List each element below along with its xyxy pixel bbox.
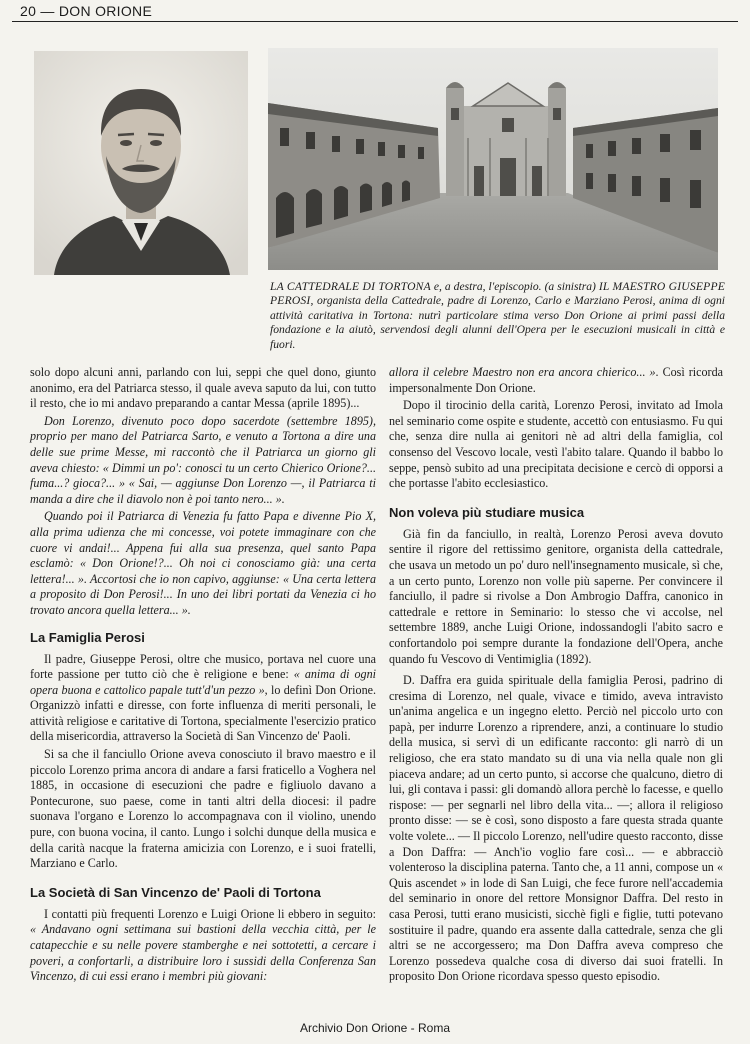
right-column bbox=[389, 365, 723, 987]
portrait-photo bbox=[34, 51, 248, 275]
quote: « Andavano ogni settimana sui bastioni della vecchia città, per le catapecchie e su nelle povere stamberghe e nei sottotetti, a cercare i poveri, a confortarli, a distribuire loro i sussidi della Conferenza San Vincenzo, di cui essi erano i membri più giovani: bbox=[30, 922, 376, 984]
header-rule bbox=[12, 21, 738, 22]
quote: « anima di ogni opera buona e cattolico papale tutt'd'un pezzo » bbox=[30, 667, 376, 697]
paragraph: Già fin da fanciullo, in realtà, Lorenzo Perosi aveva dovuto sentire il rigore del rettissimo genitore, organista della cattedrale, che usava un metodo un po' duro nell'insegnamento musicale, sì che, a un certo punto, Lorenzo non volle più saperne. Per convincere il fanciullo, il padre si rivolse a Don Ambrogio Daffra, canonico in cattedrale e rettore in Seminario: lo stesso che vi accolse, nel settembre 1889, anche Luigi Orione, indossandogli l'abito sacro e confortandolo poi sempre durante la fondazione dell'Opera, anche quando fu Vescovo di Ventimiglia (1892). bbox=[389, 526, 723, 666]
paragraph-text: . Così ricorda impersonalmente Don Orione. bbox=[389, 365, 723, 395]
paragraph bbox=[389, 365, 723, 396]
quote: allora il celebre Maestro non era ancora chierico... » bbox=[389, 365, 656, 379]
paragraph-text: , lo definì Don Orione. Organizzò infatti e diresse, con forte influenza di meriti personali, le attività religiose e caritative di Tortona, specialmente l'esercizio pratico della misericordia, attraverso la Società di San Vincenzo de' Paoli. bbox=[30, 682, 377, 744]
caption-subject-perosi: IL MAESTRO GIUSEPPE PEROSI bbox=[270, 280, 726, 308]
paragraph: Si sa che il fanciullo Orione aveva conosciuto il bravo maestro e il piccolo Lorenzo prima ancora di andare a farsi fraticello a Voghera nel 1885, in occasione di esecuzioni che padre e figliuolo davano a Pontecurone, suo paese, come in tanti altri della diocesi: il padre suonava l'organo e Lorenzo lo accompagnava con il violino, unendo pure, con buona vocina, il canto. Lungo i solchi dunque della musica e della carità nacque la fraterna amicizia con Lorenzo, e i suoi fratelli, Marziano e Carlo. bbox=[30, 747, 376, 871]
paragraph: solo dopo alcuni anni, parlando con lui, seppi che quel dono, giunto anonimo, era del Patriarca stesso, il quale aveva saputo da lui, con tutto il resto, che io mi andavo preparando a cantar Messa (aprile 1895)... bbox=[30, 365, 376, 411]
running-title: — DON ORIONE bbox=[40, 3, 153, 19]
page-number: 20 bbox=[20, 3, 37, 19]
running-header bbox=[20, 3, 152, 19]
paragraph: Quando poi il Patriarca di Venezia fu fatto Papa e divenne Pio X, alla prima udienza che mi concesse, voi potete immaginare con che cuore vi andai!... Appena fui alla sua presenza, quel santo Papa esclamò: « Don Orione!?... Oh noi ci conosciamo già: una certa lettera!... ». Accortosi che io non capivo, aggiunse: « Una certa lettera a proposito di Don Perosi!... In uno dei libri portati da Venezia ci ho trovato ancora quella lettera... ». bbox=[30, 509, 376, 617]
paragraph: Dopo il tirocinio della carità, Lorenzo Perosi, invitato ad Imola nel seminario come ospite e studente, accettò con entusiasmo. Fu qui che, senza dire nulla ai genitori nè ad altri della famiglia, col consenso del Vescovo locale, vestì l'abito talare. Quando il babbo lo seppe, pensò subito ad una precipitata decisione e cercò di opporsi a che portasse l'abito ecclesiastico. bbox=[389, 398, 723, 491]
portrait-photo-icon bbox=[34, 51, 248, 275]
caption-subject-cathedral: LA CATTEDRALE DI TORTONA bbox=[270, 280, 431, 293]
paragraph: Don Lorenzo, divenuto poco dopo sacerdote (settembre 1895), proprio per mano del Patriarca Sarto, e venuto a Tortona a dire una delle sue prime Messe, mi raccontò che il Patriarca un giorno gli aveva chiesto: « Dimmi un po': conosci tu un certo Chierico Orione?... fuma...? gioca?... » « Sai, — aggiunse Don Lorenzo —, il Patriarca ti manda a dire che il diavolo non è poi tanto nero... ». bbox=[30, 413, 376, 506]
cathedral-photo bbox=[268, 48, 718, 270]
photo-caption bbox=[270, 280, 725, 352]
paragraph-text: I contatti più frequenti Lorenzo e Luigi Orione li ebbero in seguito: bbox=[44, 906, 376, 921]
paragraph: D. Daffra era guida spirituale della famiglia Perosi, padrino di cresima di Lorenzo, nel quale, vivace e timido, aveva intravisto un'anima angelica e un ingegno eletto. Perciò nel piccolo urto con papà, per indurre Lorenzo a riprendere, anzi, a continuare lo studio della musica, si servì di un edificante racconto: gli narrò di un religioso, che era stato mandato su di una via nella quale non gli piaceva andare; ad un certo punto, si accorse che qualcuno, dietro di lui, gli contava i passi: gli domandò allora perchè lo facesse, e quello rispose: — per segnarli nel libro della vita... —; allora il religioso pronto disse: — se è così, sono disposto a fare questa strada quante volte volete... — Il piccolo Lorenzo, nell'udire questo racconto, disse a Don Daffra: — Anch'io voglio fare così... — e abbracciò volenteroso la disciplina paterna. Tanto che, a 11 anni, compose un « Quis ascendet » in lode di San Luigi, che fece furore nell'accademia del seminario in onore del rettore Monsignor Daffra. Del resto in casa Perosi, tutti erano musicisti, sicchè figli e figlie, tutti potevano sostituire il padre, quando era assente dalla cattedrale, senza che gli altri se ne accorgessero; ma Don Daffra aveva compreso che Lorenzo possedeva qualche cosa di diverso dai suoi fratelli. In proposito Don Orione ricordava spesso questo episodio. bbox=[389, 673, 723, 984]
paragraph-text: Il padre, Giuseppe Perosi, oltre che musico, portava nel cuore una forte passione per tutto ciò che è religione e bene: bbox=[30, 651, 376, 682]
paragraph bbox=[30, 652, 376, 746]
archive-footer: Archivio Don Orione - Roma bbox=[299, 1021, 451, 1035]
section-heading: La Famiglia Perosi bbox=[30, 629, 145, 645]
caption-text-1: e, a destra, l'episcopio. (a sinistra) bbox=[430, 280, 599, 293]
cathedral-photo-icon bbox=[268, 48, 718, 270]
left-column bbox=[30, 365, 376, 987]
paragraph bbox=[30, 907, 376, 985]
section-heading: La Società di San Vincenzo de' Paoli di Tortona bbox=[30, 884, 321, 900]
section-heading: Non voleva più studiare musica bbox=[389, 504, 585, 520]
caption-text-2: , organista della Cattedrale, padre di Lorenzo, Carlo e Marziano Perosi, anima di ogni attività caritativa in Tortona: nutrì particolare stima verso Don Orione ai primi passi della fondazione e la aiutò, servendosi degli alunni dell'Opera per le esecuzioni musicali in città e fuori. bbox=[270, 294, 725, 351]
